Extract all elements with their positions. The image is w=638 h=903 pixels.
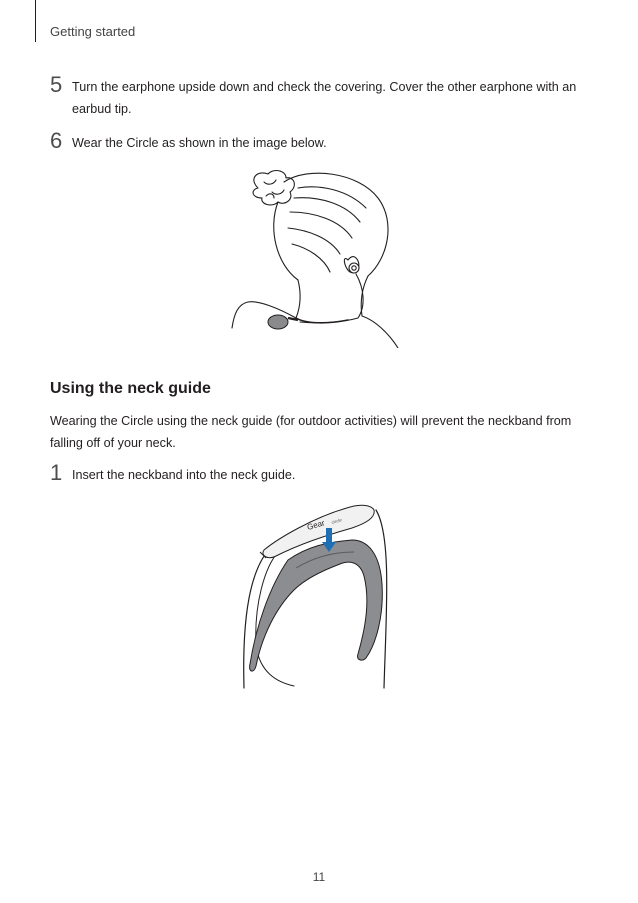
wearing-illustration xyxy=(228,168,408,348)
device-logo: Gear xyxy=(306,518,326,532)
header-rule xyxy=(35,0,36,42)
step-text: Insert the neckband into the neck guide. xyxy=(72,468,296,482)
section-intro: Wearing the Circle using the neck guide (for outdoor activities) will prevent the neckband from falling off of your neck. xyxy=(50,414,572,450)
step-1 xyxy=(50,460,610,486)
section-title: Using the neck guide xyxy=(50,380,211,397)
step-text: Wear the Circle as shown in the image below. xyxy=(72,136,327,150)
page-number: 11 xyxy=(312,870,326,884)
neck-guide-illustration xyxy=(236,496,406,696)
step-number: 1 xyxy=(50,460,63,485)
step-5 xyxy=(50,72,610,120)
step-number: 5 xyxy=(50,72,63,97)
step-6 xyxy=(50,128,610,154)
step-text: Turn the earphone upside down and check the covering. Cover the other earphone with an earbud tip. xyxy=(72,80,577,116)
running-header: Getting started xyxy=(50,24,136,39)
device-sublogo: circle xyxy=(330,517,343,525)
step-number: 6 xyxy=(50,128,63,153)
